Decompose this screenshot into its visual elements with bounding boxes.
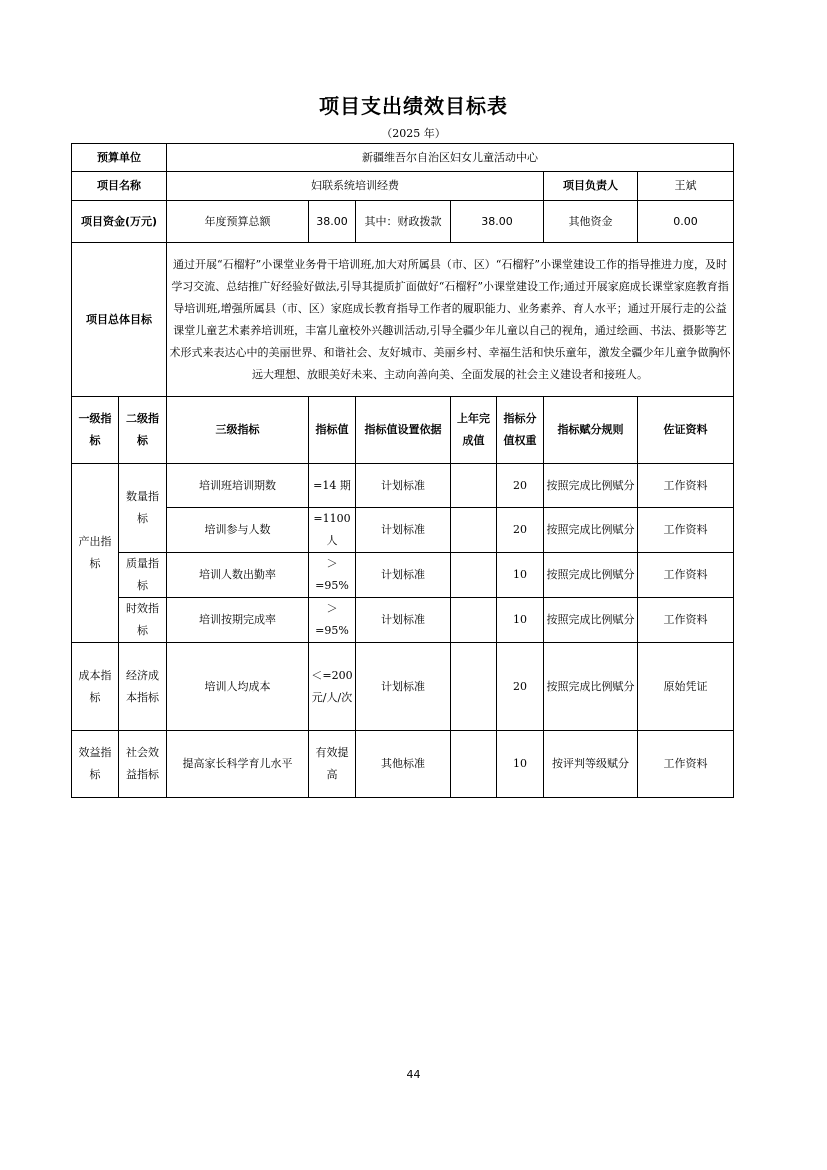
subgroup-timeliness: 时效指标 <box>119 598 167 643</box>
col-basis: 指标值设置依据 <box>356 397 451 464</box>
indicator-value: =14 期 <box>309 464 356 508</box>
indicator-value: ＞=95% <box>309 598 356 643</box>
subgroup-economic: 经济成本指标 <box>119 643 167 731</box>
subgroup-quantity: 数量指标 <box>119 464 167 553</box>
indicator-basis: 计划标准 <box>356 508 451 553</box>
subgroup-social: 社会效益指标 <box>119 731 167 798</box>
other-funds-value: 0.00 <box>638 201 734 243</box>
project-row <box>72 172 734 201</box>
col-level2: 二级指标 <box>119 397 167 464</box>
table-row <box>72 643 734 731</box>
indicator-value: ＞=95% <box>309 553 356 598</box>
indicator-weight: 20 <box>497 643 544 731</box>
indicator-evidence: 工作资料 <box>638 464 734 508</box>
indicator-weight: 10 <box>497 731 544 798</box>
page-title: 项目支出绩效目标表 <box>319 94 508 118</box>
group-cost: 成本指标 <box>72 643 119 731</box>
col-level1: 一级指标 <box>72 397 119 464</box>
group-benefit: 效益指标 <box>72 731 119 798</box>
indicator-rule: 按照完成比例赋分 <box>544 553 638 598</box>
goal-label: 项目总体目标 <box>72 243 167 397</box>
indicator-evidence: 工作资料 <box>638 598 734 643</box>
indicator-basis: 其他标准 <box>356 731 451 798</box>
project-label: 项目名称 <box>72 172 167 201</box>
column-header-row <box>72 397 734 464</box>
indicator-value: ＜=200元/人/次 <box>309 643 356 731</box>
indicator-weight: 20 <box>497 464 544 508</box>
indicator-basis: 计划标准 <box>356 464 451 508</box>
indicator-evidence: 工作资料 <box>638 508 734 553</box>
indicator-evidence: 工作资料 <box>638 553 734 598</box>
indicator-value: 有效提高 <box>309 731 356 798</box>
table-row <box>72 553 734 598</box>
indicator-last-year <box>451 464 497 508</box>
funds-label: 项目资金(万元) <box>72 201 167 243</box>
goal-row <box>72 243 734 397</box>
indicator-name: 培训人数出勤率 <box>167 553 309 598</box>
col-level3: 三级指标 <box>167 397 309 464</box>
table-row <box>72 598 734 643</box>
indicator-name: 培训班培训期数 <box>167 464 309 508</box>
year-label: （2025 年） <box>381 127 446 140</box>
table-row <box>72 508 734 553</box>
performance-target-table <box>71 143 734 798</box>
col-last-year: 上年完成值 <box>451 397 497 464</box>
leader-label: 项目负责人 <box>544 172 638 201</box>
indicator-basis: 计划标准 <box>356 598 451 643</box>
annual-budget-label: 年度预算总额 <box>167 201 309 243</box>
funds-row <box>72 201 734 243</box>
other-funds-label: 其他资金 <box>544 201 638 243</box>
table-row <box>72 464 734 508</box>
indicator-rule: 按评判等级赋分 <box>544 731 638 798</box>
annual-budget-value: 38.00 <box>309 201 356 243</box>
indicator-name: 提高家长科学育儿水平 <box>167 731 309 798</box>
indicator-last-year <box>451 553 497 598</box>
unit-label: 预算单位 <box>72 144 167 172</box>
indicator-rule: 按照完成比例赋分 <box>544 464 638 508</box>
indicator-weight: 10 <box>497 598 544 643</box>
indicator-last-year <box>451 598 497 643</box>
col-evidence: 佐证资料 <box>638 397 734 464</box>
indicator-rule: 按照完成比例赋分 <box>544 643 638 731</box>
table-row <box>72 731 734 798</box>
indicator-last-year <box>451 731 497 798</box>
project-value: 妇联系统培训经费 <box>167 172 544 201</box>
indicator-basis: 计划标准 <box>356 643 451 731</box>
indicator-last-year <box>451 508 497 553</box>
col-rule: 指标赋分规则 <box>544 397 638 464</box>
indicator-rule: 按照完成比例赋分 <box>544 598 638 643</box>
group-output: 产出指标 <box>72 464 119 643</box>
indicator-evidence: 原始凭证 <box>638 643 734 731</box>
leader-value: 王斌 <box>638 172 734 201</box>
fiscal-value: 38.00 <box>451 201 544 243</box>
indicator-name: 培训参与人数 <box>167 508 309 553</box>
indicator-evidence: 工作资料 <box>638 731 734 798</box>
indicator-name: 培训按期完成率 <box>167 598 309 643</box>
col-weight: 指标分值权重 <box>497 397 544 464</box>
goal-text: 通过开展“石榴籽”小课堂业务骨干培训班,加大对所属县（市、区）“石榴籽”小课堂建设工作的指导推进力度，及时学习交流、总结推广好经验好做法,引导其提质扩面做好“石榴籽”小课堂建设工作;通过开展家庭成长课堂家庭教育指导培训班,增强所属县（市、区）家庭成长教育指导工作者的履职能力、业务素养、育人水平；通过开展行走的公益课堂儿童艺术素养培训班，丰富儿童校外兴趣训活动,引导全疆少年儿童以自己的视角，通过绘画、书法、摄影等艺术形式来表达心中的美丽世界、和谐社会、友好城市、美丽乡村、幸福生活和快乐童年，激发全疆少年儿童争做胸怀远大理想、放眼美好未来、主动向善向美、全面发展的社会主义建设者和接班人。 <box>167 243 734 397</box>
indicator-value: =1100人 <box>309 508 356 553</box>
page-number: 44 <box>406 1068 421 1081</box>
col-value: 指标值 <box>309 397 356 464</box>
indicator-name: 培训人均成本 <box>167 643 309 731</box>
unit-row <box>72 144 734 172</box>
unit-value: 新疆维吾尔自治区妇女儿童活动中心 <box>167 144 734 172</box>
indicator-weight: 20 <box>497 508 544 553</box>
indicator-last-year <box>451 643 497 731</box>
fiscal-label: 其中：财政拨款 <box>356 201 451 243</box>
indicator-rule: 按照完成比例赋分 <box>544 508 638 553</box>
indicator-basis: 计划标准 <box>356 553 451 598</box>
subgroup-quality: 质量指标 <box>119 553 167 598</box>
indicator-weight: 10 <box>497 553 544 598</box>
